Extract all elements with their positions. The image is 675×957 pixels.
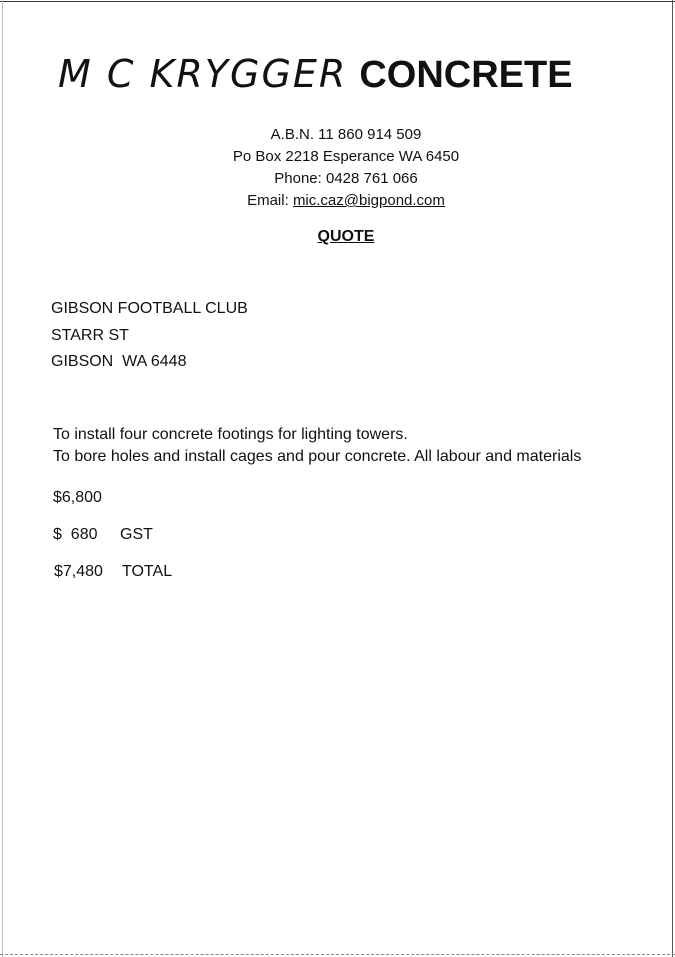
- phone-line: Phone: 0428 761 066: [274, 170, 418, 187]
- gst-label: GST: [120, 526, 153, 543]
- company-name-bold: CONCRETE: [359, 54, 573, 96]
- scan-edge-bottom: [0, 954, 675, 955]
- recipient-town: GIBSON WA 6448: [51, 353, 187, 370]
- gst-amount: $ 680: [53, 526, 98, 543]
- description-line-2: To bore holes and install cages and pour concrete. All labour and materials: [53, 448, 582, 465]
- email-label: Email:: [247, 192, 293, 209]
- company-letterhead: [58, 52, 573, 97]
- abn-line: A.B.N. 11 860 914 509: [270, 126, 422, 143]
- email-line: [0, 190, 675, 212]
- total-label: TOTAL: [122, 563, 173, 580]
- postal-address-line: Po Box 2218 Esperance WA 6450: [232, 148, 460, 165]
- recipient-name: GIBSON FOOTBALL CLUB: [51, 300, 248, 317]
- company-name-script: M C KRYGGER: [58, 52, 348, 96]
- recipient-street: STARR ST: [51, 327, 129, 344]
- document-title: QUOTE: [317, 228, 375, 245]
- scan-edge-top: [0, 1, 675, 2]
- subtotal-amount: $6,800: [53, 489, 102, 506]
- description-line-1: To install four concrete footings for lighting towers.: [53, 426, 408, 443]
- email-link[interactable]: mic.caz@bigpond.com: [292, 192, 445, 209]
- total-amount: $7,480: [54, 563, 103, 580]
